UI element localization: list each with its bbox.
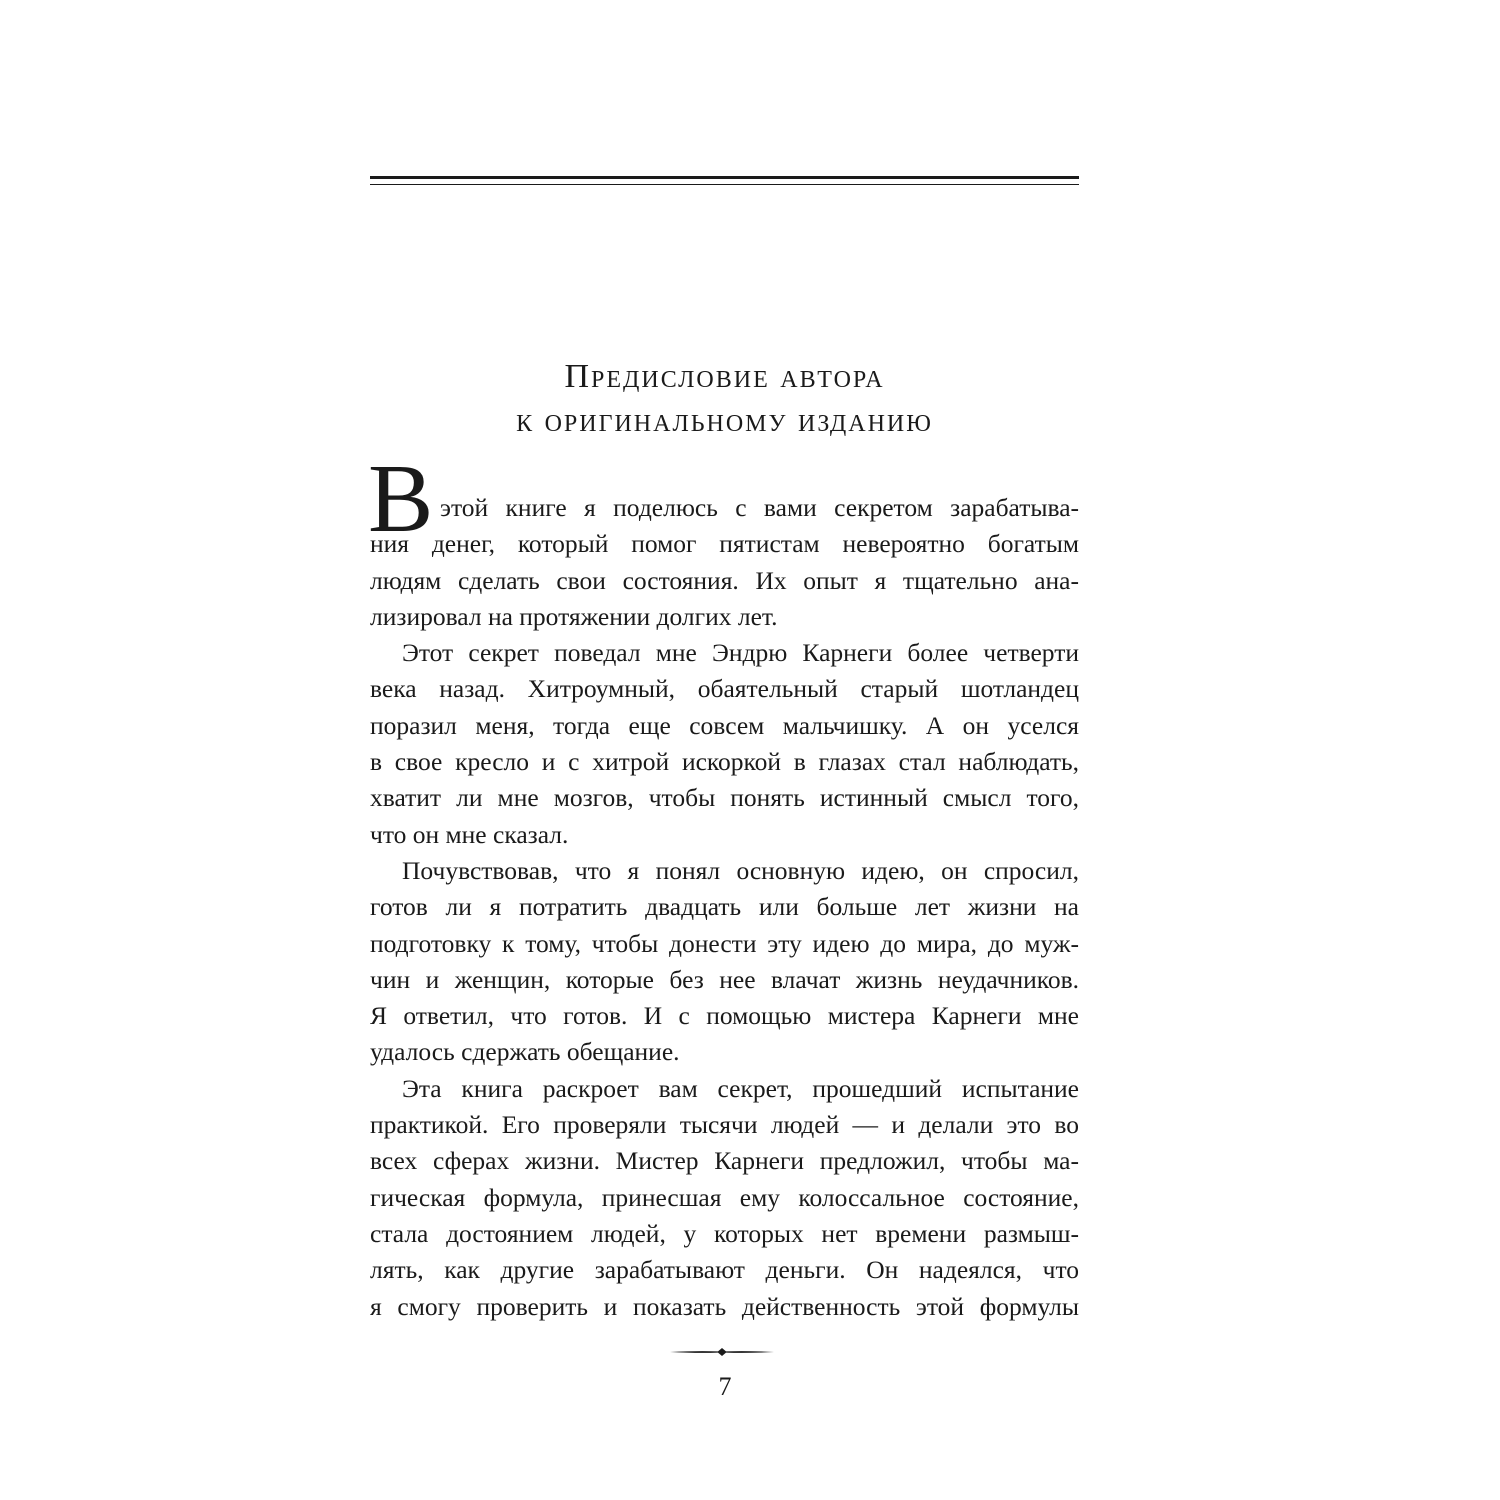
text-line: ния денег, который помог пятистам невероятно богатым bbox=[370, 529, 1079, 559]
chapter-title-line-2: к оригинальному изданию bbox=[516, 402, 933, 439]
text-line: Этот секрет поведал мне Эндрю Карнеги более четверти bbox=[402, 638, 1079, 668]
text-line: поразил меня, тогда еще совсем мальчишку. А он уселся bbox=[370, 710, 1079, 740]
text-line: подготовку к тому, чтобы донести эту идею до мира, до муж- bbox=[370, 928, 1079, 958]
chapter-title bbox=[370, 355, 1079, 443]
header-rule-thick bbox=[370, 176, 1079, 179]
text-line: людям сделать свои состояния. Их опыт я тщательно ана- bbox=[370, 565, 1079, 595]
text-line: готов ли я потратить двадцать или больше лет жизни на bbox=[370, 892, 1079, 922]
text-line: Я ответил, что готов. И с помощью мистера Карнеги мне bbox=[370, 1001, 1079, 1031]
paragraph-3 bbox=[370, 853, 1079, 1071]
text-line: Почувствовав, что я понял основную идею, он спросил, bbox=[402, 855, 1079, 885]
text-line: в свое кресло и с хитрой искоркой в глазах стал наблюдать, bbox=[370, 747, 1079, 777]
text-line: лять, как другие зарабатывают деньги. Он надеялся, что bbox=[370, 1255, 1079, 1285]
text-line: гическая формула, принесшая ему колоссальное состояние, bbox=[370, 1182, 1079, 1212]
text-line: всех сферах жизни. Мистер Карнеги предложил, чтобы ма- bbox=[370, 1146, 1079, 1176]
paragraph-4 bbox=[370, 1071, 1079, 1325]
drop-cap: В bbox=[368, 445, 434, 553]
text-line: этой книге я поделюсь с вами секретом зарабатыва- bbox=[440, 493, 1079, 522]
text-line: Эта книга раскроет вам секрет, прошедший испытание bbox=[402, 1073, 1079, 1103]
text-line: практикой. Его проверяли тысячи людей — и делали это во bbox=[370, 1110, 1079, 1140]
page-number: 7 bbox=[718, 1372, 732, 1401]
text-line: что он мне сказал. bbox=[370, 819, 569, 849]
text-line: стала достоянием людей, у которых нет времени размыш- bbox=[370, 1218, 1079, 1248]
body-text bbox=[370, 490, 1079, 1325]
paragraph-1 bbox=[370, 490, 1079, 635]
text-line: чин и женщин, которые без нее влачат жизнь неудачников. bbox=[370, 964, 1079, 994]
text-line: удалось сдержать обещание. bbox=[370, 1037, 680, 1067]
ornament-divider-icon bbox=[668, 1346, 776, 1358]
header-rule-thin bbox=[370, 184, 1079, 185]
text-line: лизировал на протяжении долгих лет. bbox=[370, 601, 778, 631]
text-line: я смогу проверить и показать действенность этой формулы bbox=[370, 1291, 1079, 1321]
text-line: века назад. Хитроумный, обаятельный старый шотландец bbox=[370, 674, 1079, 704]
text-line: хватит ли мне мозгов, чтобы понять истинный смысл того, bbox=[370, 783, 1079, 813]
paragraph-2 bbox=[370, 635, 1079, 853]
chapter-title-line-1: Предисловие автора bbox=[564, 358, 885, 395]
